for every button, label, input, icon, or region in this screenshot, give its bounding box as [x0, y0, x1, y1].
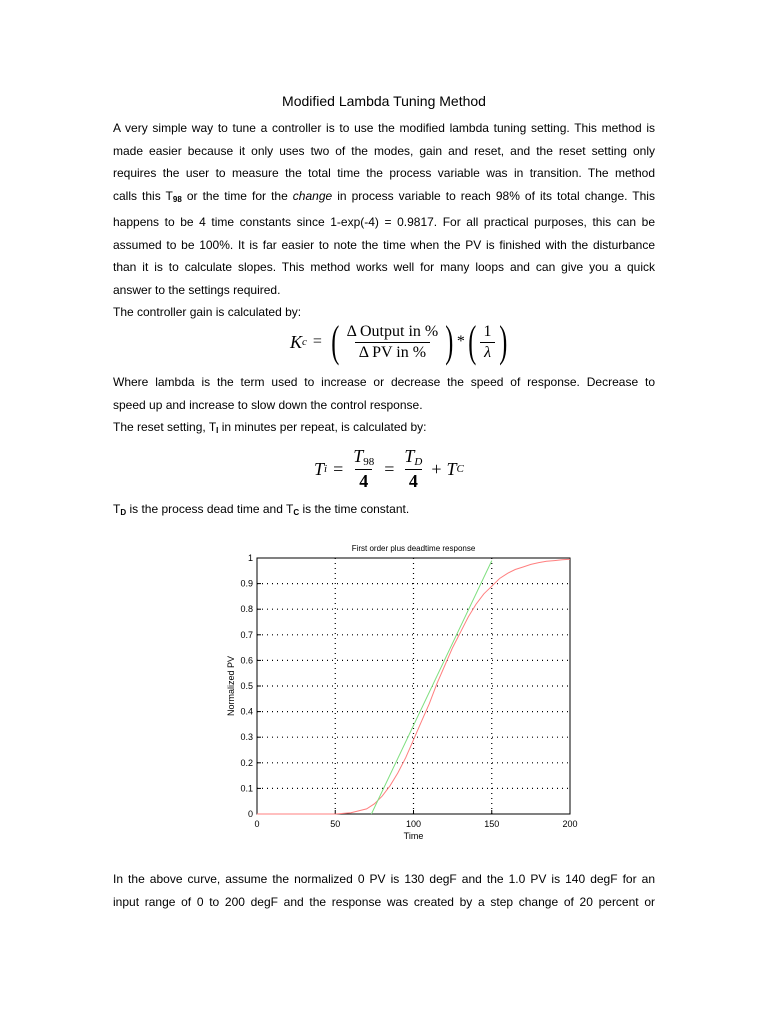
text-line: answer to the settings required.: [113, 282, 281, 297]
y-tick-label: 0.2: [240, 757, 253, 768]
text-line: Where lambda is the term used to increase or decrease the speed of response. Decrease to: [113, 375, 655, 389]
plot-area: [257, 558, 570, 814]
x-tick-label: 50: [330, 819, 341, 829]
y-tick-label: 0.3: [240, 732, 253, 743]
x-axis-label: Time: [403, 831, 424, 841]
y-tick-label: 0.4: [240, 706, 253, 717]
x-tick-label: 200: [562, 819, 578, 829]
text-line: A very simple way to tune a controller is to use the modified lambda tuning setting. This method is: [113, 121, 655, 135]
page-title: Modified Lambda Tuning Method: [282, 93, 486, 109]
footer-paragraph: [113, 868, 655, 913]
y-tick-label: 1: [247, 553, 253, 563]
chart-svg: [222, 538, 592, 848]
x-tick-label: 100: [405, 819, 422, 829]
y-tick-label: 0.7: [240, 629, 253, 640]
y-tick-label: 0.1: [240, 783, 253, 794]
text-line: requires the user to measure the total time the process variable was in transition. The method: [113, 166, 655, 180]
controller-gain-equation: K c = ( $\frac{\text{Δ Output in \%}}{\text{Δ PV in \%}}$ ) * ( $\frac{1}{\lambda}$ ): [290, 317, 507, 366]
y-tick-label: 0.8: [240, 604, 253, 615]
text-line: made easier because it only uses two of the modes, gain and reset, and the reset setting only: [113, 143, 655, 158]
x-tick-label: 0: [254, 819, 260, 829]
text-line: input range of 0 to 200 degF and the response was created by a step change of 20 percent or: [113, 894, 655, 909]
chart-title: First order plus deadtime response: [351, 544, 476, 553]
y-tick-label: 0.6: [240, 655, 253, 666]
text-line: calls this $T_{98}$ or the time for the change in process variable to reach 98% of its total change. This: [113, 188, 655, 204]
response-chart: [222, 538, 592, 853]
gain-intro: The controller gain is calculated by:: [113, 305, 302, 319]
td-definition: $T_D$ is the process dead time and $T_C$ is the time constant.: [113, 502, 410, 517]
y-tick-label: 0.9: [240, 578, 253, 589]
text-line: happens to be 4 time constants since 1-exp(-4) = 0.9817. For all practical purposes, this can be: [113, 215, 655, 229]
text-line: In the above curve, assume the normalized 0 PV is 130 degF and the 1.0 PV is 140 degF for an: [113, 872, 655, 886]
text-line: than it is to calculate slopes. This method works well for many loops and can give you a quick: [113, 260, 655, 274]
reset-equation: T i = $\frac{T_{98}}{4}$ = $\frac{T_D}{4}$ + T C: [314, 446, 464, 491]
text-line: speed up and increase to slow down the control response.: [113, 397, 423, 412]
y-tick-label: 0.5: [240, 681, 253, 691]
text-line: assumed to be 100%. It is far easier to note the time when the PV is finished with the disturbance: [113, 237, 655, 252]
y-axis-label: Normalized PV: [226, 655, 236, 717]
y-tick-label: 0: [247, 809, 253, 819]
intro-paragraph: [113, 117, 655, 324]
x-tick-label: 150: [484, 819, 500, 829]
lambda-paragraph: [113, 371, 655, 443]
reset-intro: The reset setting, $T_I$ in minutes per repeat, is calculated by:: [113, 420, 427, 435]
